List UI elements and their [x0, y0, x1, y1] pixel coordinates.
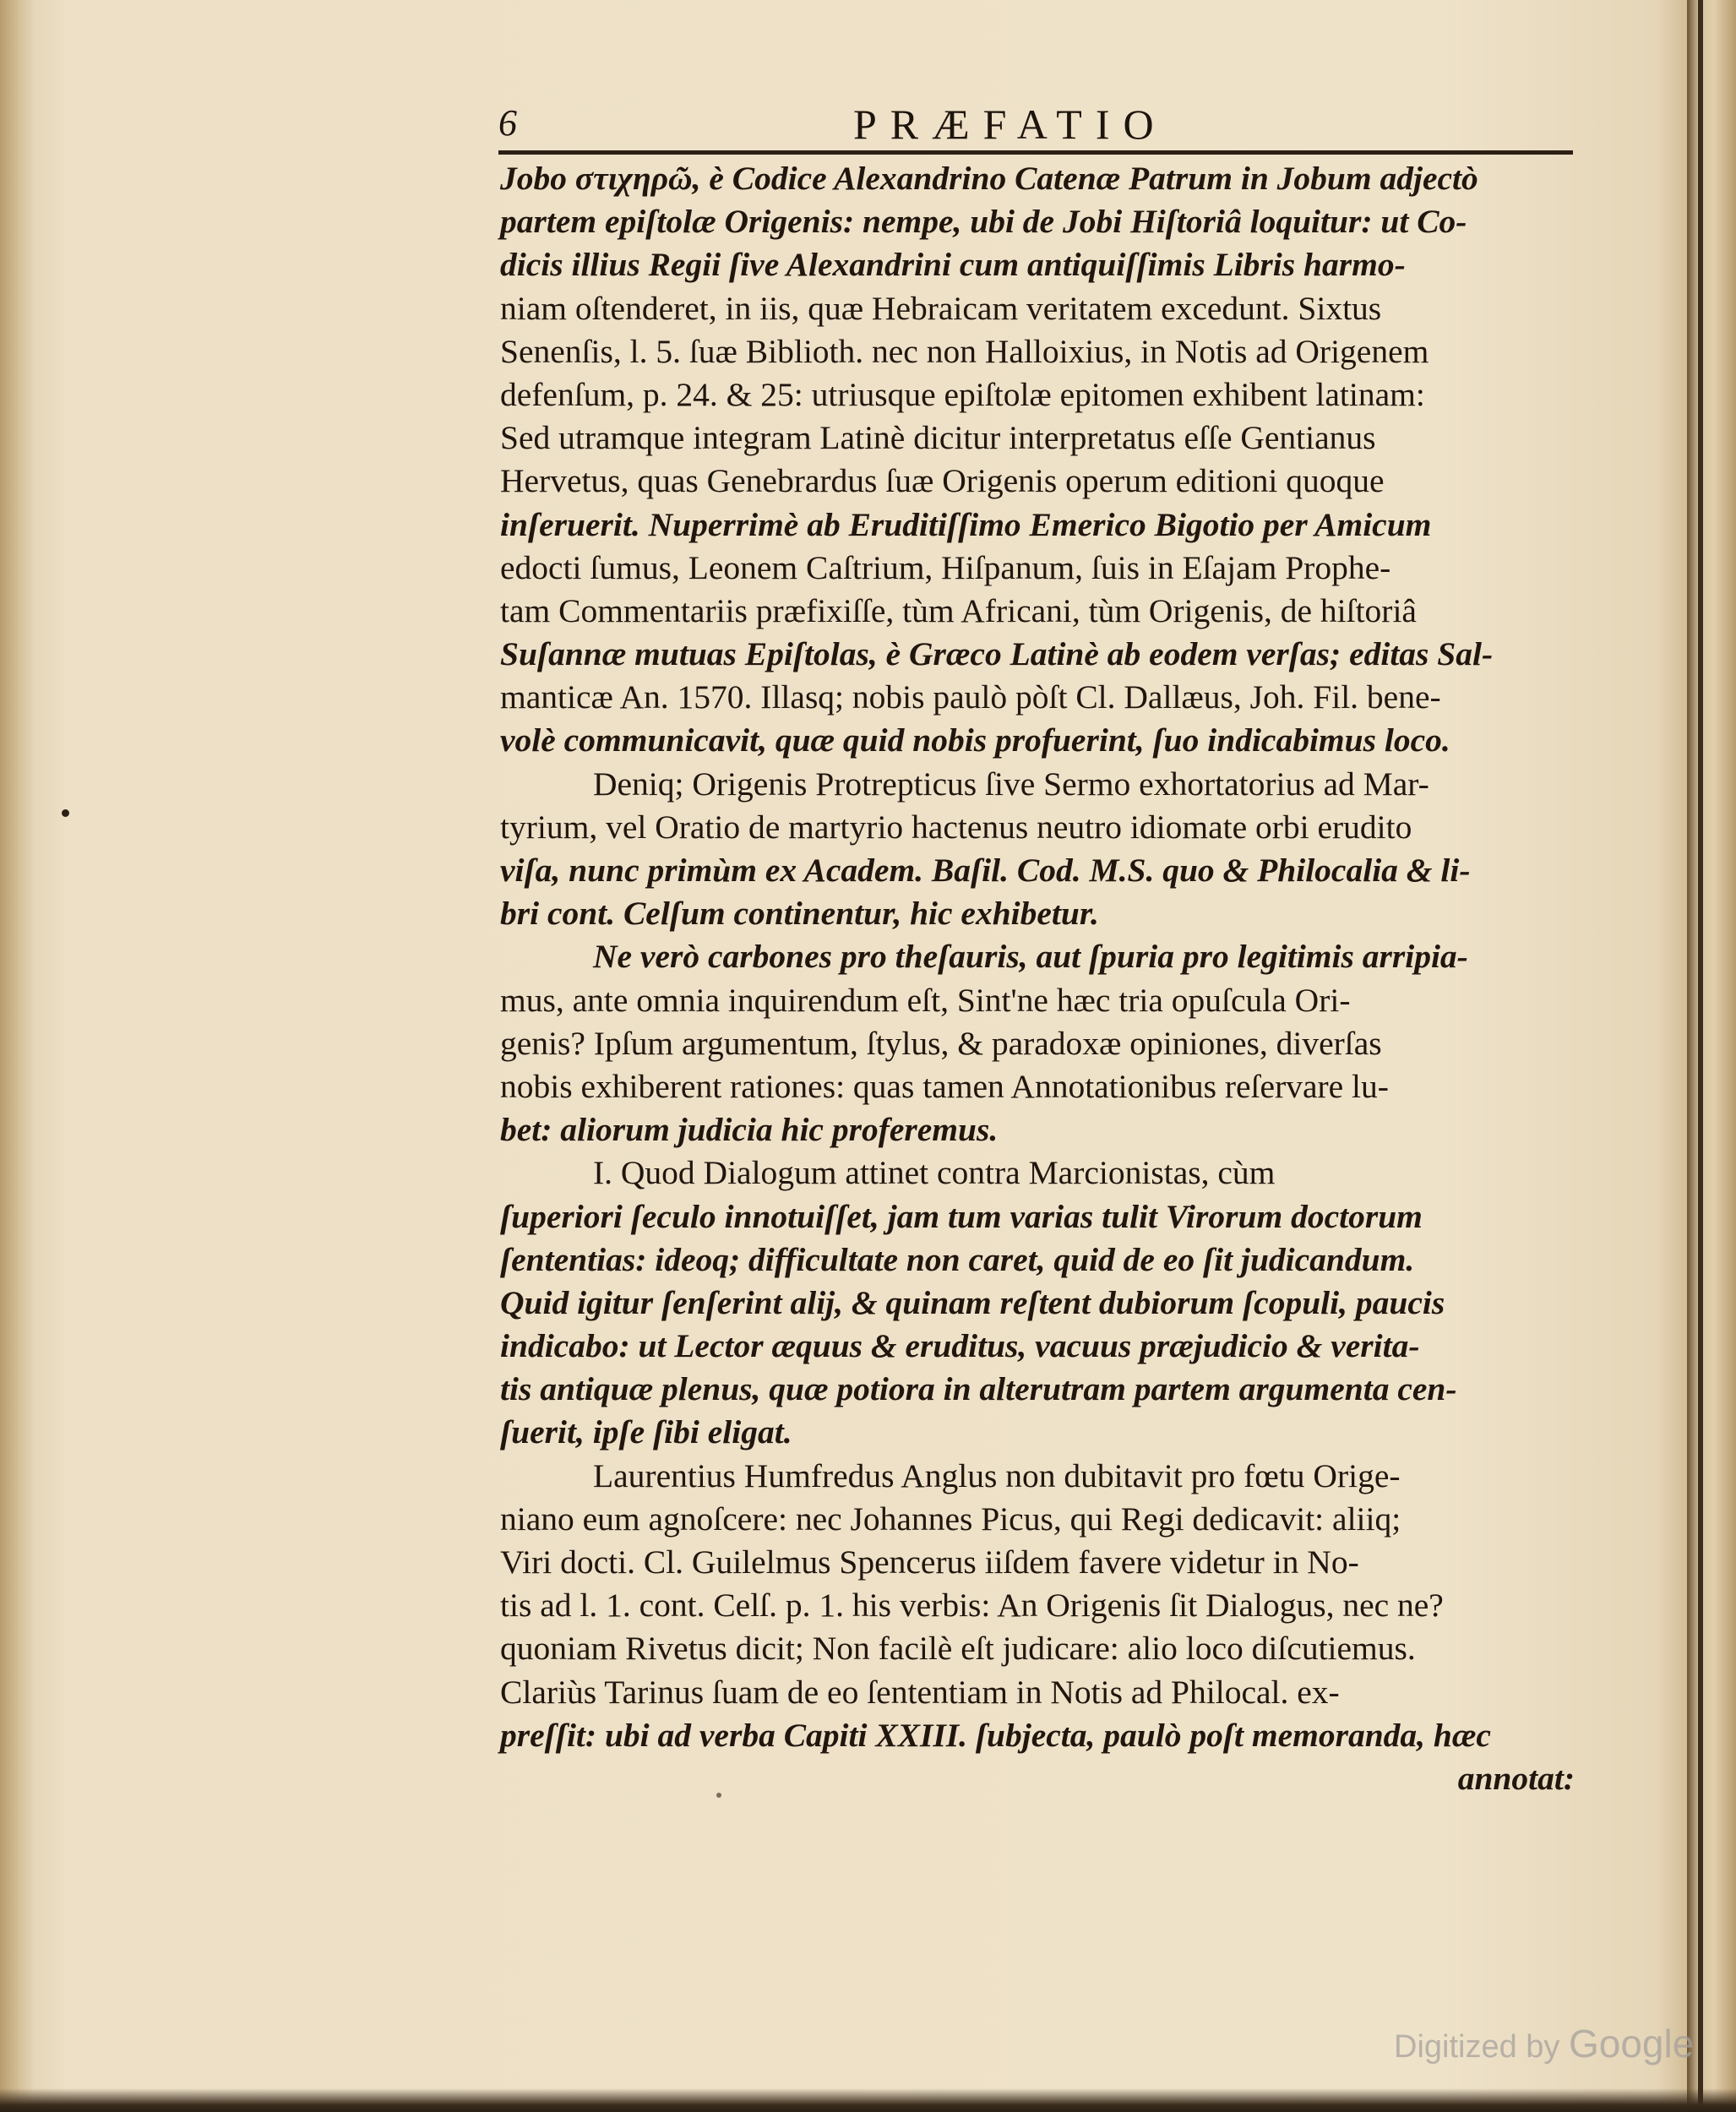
- running-head: PRÆFATIO: [853, 101, 1167, 148]
- text-line: bet: aliorum judicia hic proferemus.: [500, 1111, 999, 1149]
- text-line: tam Commentariis præfixiſſe, tùm Africani, tùm Origenis, de hiſtoriâ: [500, 591, 1417, 629]
- header-rule: [498, 150, 1573, 155]
- text-line: volè communicavit, quæ quid nobis profuerint, ſuo indicabimus loco.: [500, 721, 1450, 759]
- text-line: annotat:: [1457, 1759, 1575, 1797]
- text-line: indicabo: ut Lector æquus & eruditus, vacuus præjudicio & verita-: [500, 1327, 1420, 1365]
- text-line: partem epiſtolæ Origenis: nempe, ubi de Jobi Hiſtoriâ loquitur: ut Co-: [500, 203, 1467, 241]
- text-line: tis ad l. 1. cont. Celſ. p. 1. his verbis: An Origenis ſit Dialogus, nec ne?: [500, 1587, 1444, 1625]
- text-line: tis antiquæ plenus, quæ potiora in alterutram partem argumenta cen-: [500, 1370, 1457, 1408]
- text-line: ſuerit, ipſe ſibi eligat.: [500, 1413, 792, 1451]
- text-line: viſa, nunc primùm ex Academ. Baſil. Cod. M.S. quo & Philocalia & li-: [500, 852, 1471, 889]
- text-line: Viri docti. Cl. Guilelmus Spencerus iiſdem favere videtur in No-: [500, 1543, 1359, 1581]
- watermark-prefix: Digitized by: [1394, 2029, 1560, 2065]
- text-line: Deniq; Origenis Protrepticus ſive Sermo exhortatorius ad Mar-: [593, 765, 1429, 803]
- text-line: edocti ſumus, Leonem Caſtrium, Hiſpanum, ſuis in Eſajam Prophe-: [500, 548, 1391, 586]
- text-line: I. Quod Dialogum attinet contra Marcionistas, cùm: [593, 1154, 1276, 1192]
- text-line: Jobo στιχηρῶ, è Codice Alexandrino Catenæ Patrum in Jobum adjectò: [500, 160, 1478, 197]
- page-header: [498, 95, 1571, 147]
- text-line: Senenſis, l. 5. ſuæ Biblioth. nec non Halloixius, in Notis ad Origenem: [500, 332, 1429, 370]
- text-line: ſententias: ideoq; difficultate non caret, quid de eo ſit judicandum.: [500, 1240, 1415, 1278]
- text-line: Hervetus, quas Genebrardus ſuæ Origenis operum editioni quoque: [500, 462, 1385, 500]
- page-left-edge: [0, 0, 34, 2112]
- text-line: manticæ An. 1570. Illasq; nobis paulò pòſt Cl. Dallæus, Joh. Fil. bene-: [500, 678, 1441, 716]
- page-right-edge: [1687, 0, 1736, 2112]
- text-line: niam oſtenderet, in iis, quæ Hebraicam veritatem excedunt. Sixtus: [500, 289, 1382, 327]
- text-line: tyrium, vel Oratio de martyrio hactenus neutro idiomate orbi erudito: [500, 808, 1412, 846]
- text-line: Ne verò carbones pro theſauris, aut ſpuria pro legitimis arripia-: [593, 938, 1468, 976]
- text-line: quoniam Rivetus dicit; Non facilè eſt judicare: alio loco diſcutiemus.: [500, 1630, 1416, 1668]
- text-line: preſſit: ubi ad verba Capiti XXIII. ſubjecta, paulò poſt memoranda, hæc: [500, 1716, 1491, 1754]
- watermark-brand: Google: [1568, 2022, 1695, 2066]
- text-line: ſuperiori ſeculo innotuiſſet, jam tum varias tulit Virorum doctorum: [500, 1197, 1423, 1235]
- text-line: mus, ante omnia inquirendum eſt, Sint'ne hæc tria opuſcula Ori-: [500, 981, 1351, 1019]
- page-gutter-shadow: [1698, 0, 1703, 2112]
- text-line: dicis illius Regii ſive Alexandrini cum antiquiſſimis Libris harmo-: [500, 246, 1406, 284]
- text-line: defenſum, p. 24. & 25: utriusque epiſtolæ epitomen exhibent latinam:: [500, 375, 1425, 413]
- text-line: genis? Ipſum argumentum, ſtylus, & paradoxæ opiniones, diverſas: [500, 1024, 1382, 1062]
- text-line: Laurentius Humfredus Anglus non dubitavit pro fœtu Orige-: [593, 1456, 1401, 1494]
- text-line: niano eum agnoſcere: nec Johannes Picus, qui Regi dedicavit: aliiq;: [500, 1500, 1401, 1538]
- text-body: [500, 157, 1590, 1800]
- ink-speck: [62, 809, 69, 817]
- digitization-watermark: [1394, 2021, 1694, 2066]
- text-line: inſeruerit. Nuperrimè ab Eruditiſſimo Emerico Bigotio per Amicum: [500, 505, 1432, 543]
- text-line: nobis exhiberent rationes: quas tamen Annotationibus reſervare lu-: [500, 1067, 1389, 1105]
- text-line: Clariùs Tarinus ſuam de eo ſententiam in Notis ad Philocal. ex-: [500, 1673, 1340, 1711]
- page-number: 6: [498, 102, 517, 144]
- page-bottom-edge: [0, 2088, 1736, 2112]
- text-line: Suſannæ mutuas Epiſtolas, è Græco Latinè ab eodem verſas; editas Sal-: [500, 635, 1494, 673]
- text-line: Quid igitur ſenſerint alij, & quinam reſtent dubiorum ſcopuli, paucis: [500, 1283, 1445, 1321]
- text-line: bri cont. Celſum continentur, hic exhibetur.: [500, 895, 1099, 933]
- text-line: Sed utramque integram Latinè dicitur interpretatus eſſe Gentianus: [500, 419, 1376, 457]
